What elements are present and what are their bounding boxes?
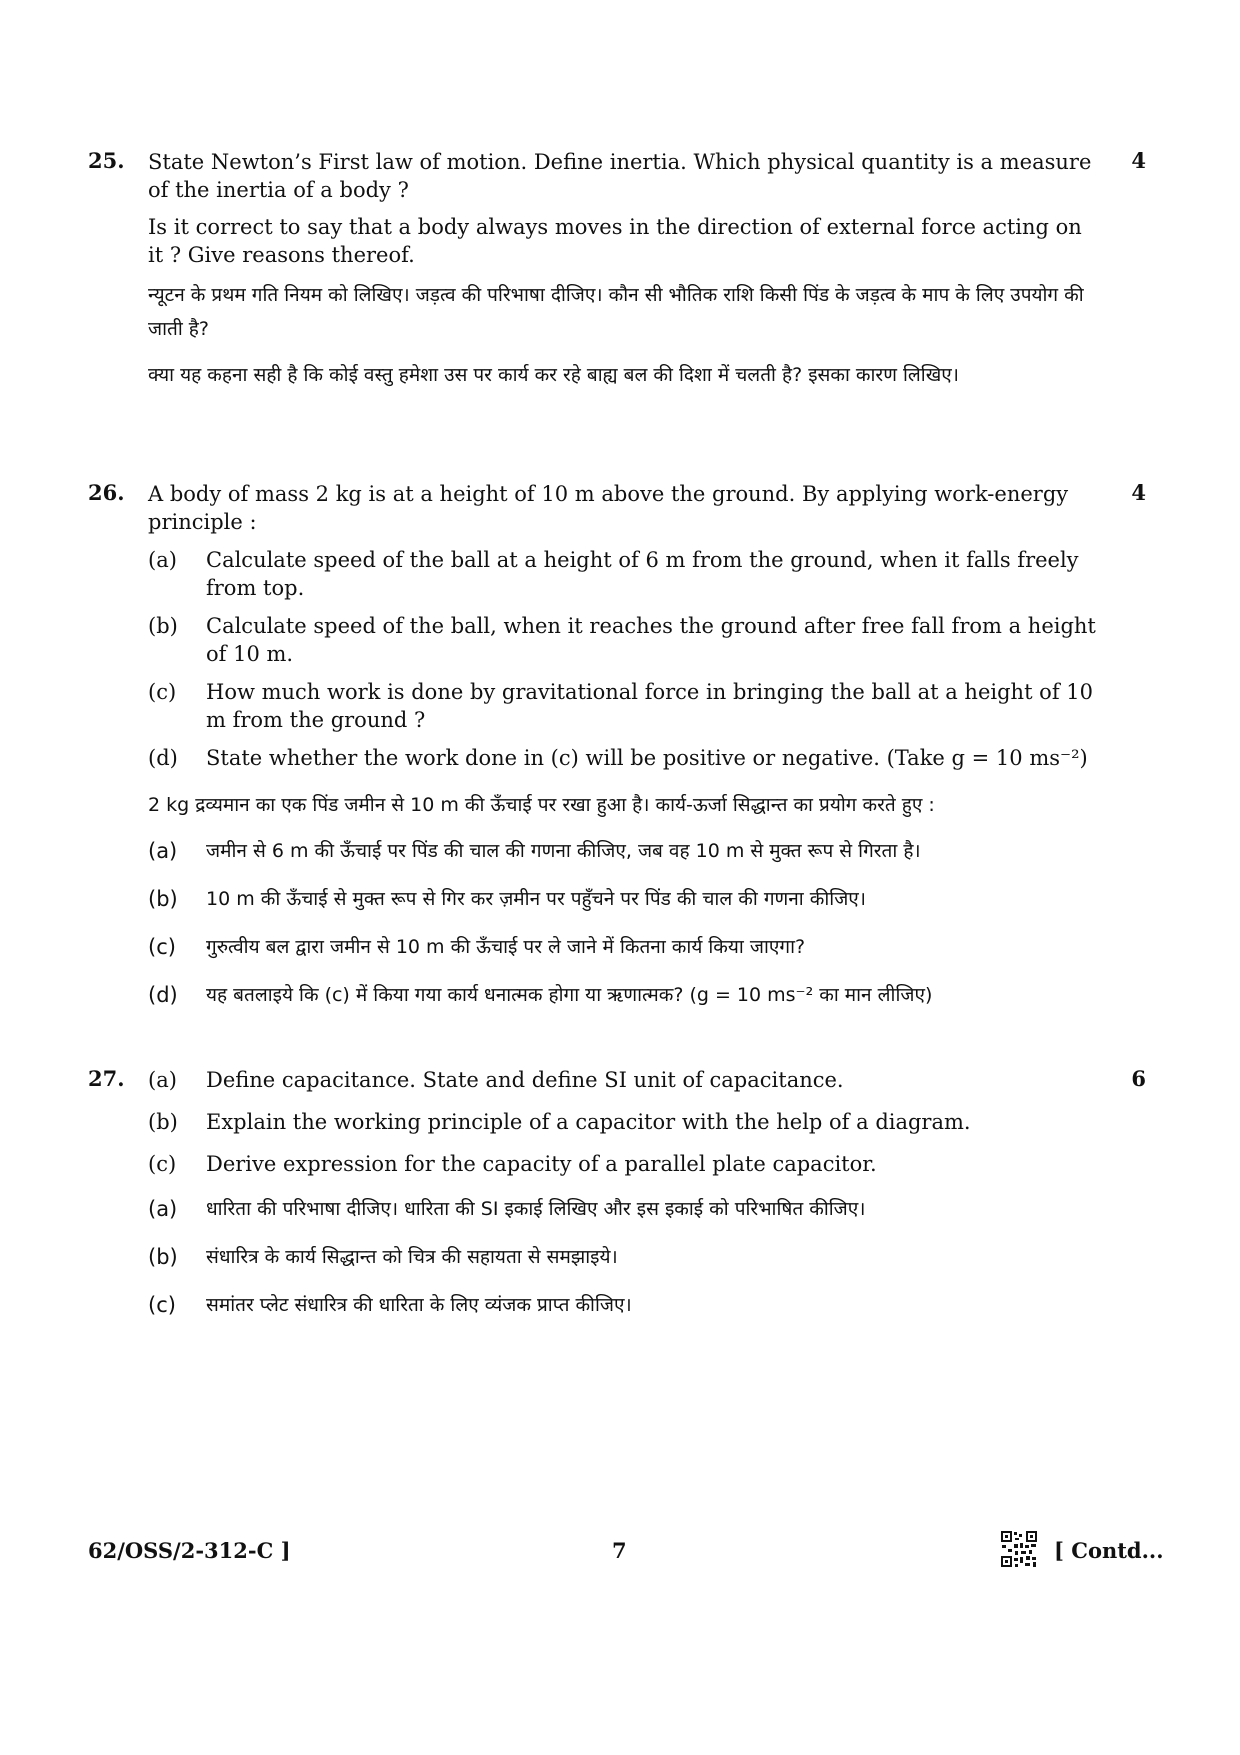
sub-part-label: (b) <box>148 614 178 638</box>
question-text-hi-2: क्या यह कहना सही है कि कोई वस्तु हमेशा उस पर कार्य कर रहे बाह्य बल की दिशा में चलती है? इसका कारण लिखिए। <box>148 364 959 386</box>
sub-part-label: (c) <box>148 1152 177 1176</box>
question-text-en-2: Is it correct to say that a body always moves in the direction of external force acting on it ? Give reasons thereof. <box>148 215 1082 267</box>
sub-part-text: समांतर प्लेट संधारित्र की धारिता के लिए व्यंजक प्राप्त कीजिए। <box>206 1294 632 1316</box>
sub-part-text: State whether the work done in (c) will be positive or negative. (Take g = 10 ms⁻²) <box>206 746 1088 770</box>
sub-part-text: Calculate speed of the ball, when it reaches the ground after free fall from a height of 10 m. <box>206 614 1096 666</box>
sub-part-text: Explain the working principle of a capacitor with the help of a diagram. <box>206 1110 971 1134</box>
question-intro-hi: 2 kg द्रव्यमान का एक पिंड जमीन से 10 m की ऊँचाई पर रखा हुआ है। कार्य-ऊर्जा सिद्धान्त का प्रयोग करते हुए : <box>148 794 935 816</box>
question-text-en-1: State Newton’s First law of motion. Define inertia. Which physical quantity is a measure of the inertia of a body ? <box>148 150 1092 202</box>
sub-part-label: (a) <box>148 1197 178 1221</box>
sub-part-label: (a) <box>148 548 177 572</box>
sub-part-label: (d) <box>148 746 178 770</box>
sub-part-text: धारिता की परिभाषा दीजिए। धारिता की SI इकाई लिखिए और इस इकाई को परिभाषित कीजिए। <box>206 1198 866 1220</box>
question-number: 27. <box>88 1066 125 1091</box>
sub-part-label: (a) <box>148 1068 177 1092</box>
qr-code-icon <box>1000 1530 1038 1568</box>
sub-part-text: Derive expression for the capacity of a parallel plate capacitor. <box>206 1152 877 1176</box>
sub-part-text: 10 m की ऊँचाई से मुक्त रूप से गिर कर ज़मीन पर पहुँचने पर पिंड की चाल की गणना कीजिए। <box>206 888 867 910</box>
sub-part-label: (c) <box>148 680 177 704</box>
sub-part-label: (a) <box>148 839 178 863</box>
question-intro-en: A body of mass 2 kg is at a height of 10 m above the ground. By applying work-energy principle : <box>148 482 1069 534</box>
sub-part-label: (c) <box>148 935 176 959</box>
question-marks: 4 <box>1131 148 1146 173</box>
sub-part-text: How much work is done by gravitational force in bringing the ball at a height of 10 m from the ground ? <box>206 680 1093 732</box>
contd-label: [ Contd... <box>1054 1538 1164 1563</box>
page-number: 7 <box>612 1538 627 1563</box>
sub-part-text: यह बतलाइये कि (c) में किया गया कार्य धनात्मक होगा या ऋणात्मक? (g = 10 ms⁻² का मान लीजिए) <box>206 984 933 1006</box>
sub-part-label: (b) <box>148 1245 178 1269</box>
sub-part-text: गुरुत्वीय बल द्वारा जमीन से 10 m की ऊँचाई पर ले जाने में कितना कार्य किया जाएगा? <box>206 936 806 958</box>
sub-part-label: (d) <box>148 983 178 1007</box>
sub-part-text: Calculate speed of the ball at a height of 6 m from the ground, when it falls freely from top. <box>206 548 1079 600</box>
question-number: 25. <box>88 148 125 173</box>
paper-code: 62/OSS/2-312-C ] <box>88 1538 291 1563</box>
question-number: 26. <box>88 480 125 505</box>
sub-part-label: (b) <box>148 887 178 911</box>
sub-part-text: संधारित्र के कार्य सिद्धान्त को चित्र की सहायता से समझाइये। <box>206 1246 618 1268</box>
sub-part-label: (b) <box>148 1110 178 1134</box>
question-marks: 4 <box>1131 480 1146 505</box>
sub-part-text: Define capacitance. State and define SI unit of capacitance. <box>206 1068 844 1092</box>
sub-part-text: जमीन से 6 m की ऊँचाई पर पिंड की चाल की गणना कीजिए, जब वह 10 m से मुक्त रूप से गिरता है। <box>206 840 921 862</box>
question-text-hi-1: न्यूटन के प्रथम गति नियम को लिखिए। जड़त्व की परिभाषा दीजिए। कौन सी भौतिक राशि किसी पिंड के जड़त्व के माप के लिए उपयोग की जाती है? <box>148 284 1084 340</box>
sub-part-label: (c) <box>148 1293 176 1317</box>
question-marks: 6 <box>1131 1066 1146 1091</box>
